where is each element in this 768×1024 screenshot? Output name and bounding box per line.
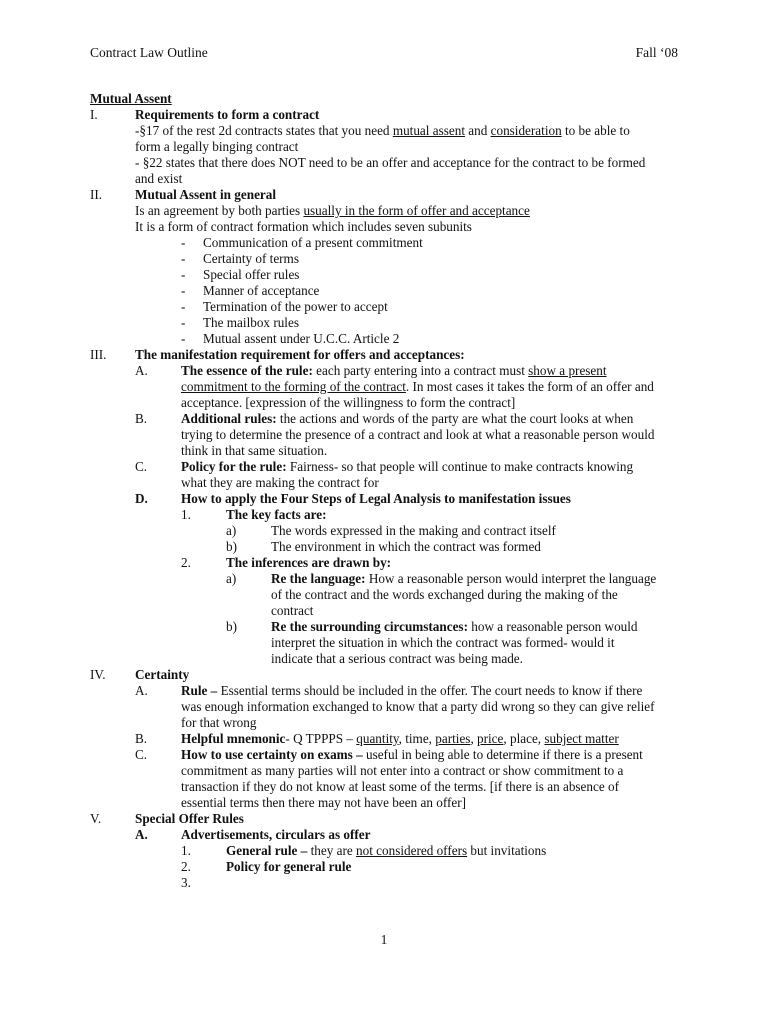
list-item: Manner of acceptance	[203, 283, 320, 298]
outline-letter: A.	[135, 827, 148, 842]
text-line: indicate that a serious contract was being made.	[271, 651, 523, 666]
outline-heading: Special Offer Rules	[135, 811, 244, 826]
outline-heading: The key facts are:	[226, 507, 327, 522]
text-line: transaction if they do not know at least some of the terms. [if there is an absence of	[181, 779, 619, 794]
outline-number: 3.	[181, 875, 191, 890]
outline-number: 2.	[181, 859, 191, 874]
list-dash: -	[181, 331, 186, 346]
text-line: commitment to the forming of the contract. In most cases it takes the form of an offer and	[181, 379, 654, 394]
outline-heading: How to apply the Four Steps of Legal Analysis to manifestation issues	[181, 491, 571, 506]
outline-sub-letter: b)	[226, 619, 237, 634]
header-title: Contract Law Outline	[90, 45, 208, 60]
outline-letter: C.	[135, 747, 148, 762]
text-line: for that wrong	[181, 715, 257, 730]
text-line: Re the language: How a reasonable person would interpret the language	[271, 571, 657, 586]
text-line: The words expressed in the making and contract itself	[271, 523, 556, 538]
text-line: Policy for the rule: Fairness- so that people will continue to make contracts knowing	[181, 459, 634, 474]
text-line: what they are making the contract for	[181, 475, 379, 490]
text-line: The environment in which the contract was formed	[271, 539, 541, 554]
text-line: It is a form of contract formation which includes seven subunits	[135, 219, 472, 234]
list-item: Communication of a present commitment	[203, 235, 423, 250]
section-title: Mutual Assent	[90, 91, 172, 106]
text-line: commitment as many parties will not enter into a contract or show commitment to a	[181, 763, 624, 778]
text-line: The essence of the rule: each party entering into a contract must show a present	[181, 363, 607, 378]
text-line: interpret the situation in which the contract was formed- would it	[271, 635, 615, 650]
list-dash: -	[181, 283, 186, 298]
text-line: - §22 states that there does NOT need to be an offer and acceptance for the contract to be formed	[135, 155, 646, 170]
text-line: and exist	[135, 171, 183, 186]
outline-heading: Requirements to form a contract	[135, 107, 320, 122]
outline-letter: D.	[135, 491, 148, 506]
outline-numeral: I.	[90, 107, 98, 122]
outline-numeral: II.	[90, 187, 103, 202]
text-line: Is an agreement by both parties usually in the form of offer and acceptance	[135, 203, 530, 218]
outline-number: 1.	[181, 843, 191, 858]
text-line: General rule – they are not considered offers but invitations	[226, 843, 547, 858]
outline-heading: Mutual Assent in general	[135, 187, 277, 202]
outline-letter: A.	[135, 683, 148, 698]
text-line: -§17 of the rest 2d contracts states that you need mutual assent and consideration to be able to	[135, 123, 630, 138]
list-dash: -	[181, 315, 186, 330]
outline-heading: Advertisements, circulars as offer	[181, 827, 371, 842]
text-line: think in that same situation.	[181, 443, 328, 458]
text-line: contract	[271, 603, 314, 618]
list-dash: -	[181, 251, 186, 266]
outline-sub-letter: a)	[226, 571, 237, 586]
text-line: Re the surrounding circumstances: how a reasonable person would	[271, 619, 638, 634]
outline-number: 1.	[181, 507, 191, 522]
outline-heading: Certainty	[135, 667, 190, 682]
header-term: Fall ‘08	[635, 45, 678, 60]
text-line: essential terms then there may not have been an offer]	[181, 795, 467, 810]
text-line: Rule – Essential terms should be included in the offer. The court needs to know if there	[181, 683, 643, 698]
list-dash: -	[181, 235, 186, 250]
list-item: The mailbox rules	[203, 315, 299, 330]
outline-letter: B.	[135, 411, 148, 426]
list-item: Special offer rules	[203, 267, 300, 282]
text-line: of the contract and the words exchanged during the making of the	[271, 587, 618, 602]
outline-sub-letter: a)	[226, 523, 237, 538]
list-item: Termination of the power to accept	[203, 299, 388, 314]
page-number: 1	[380, 932, 388, 947]
text-line: form a legally binging contract	[135, 139, 299, 154]
outline-numeral: III.	[90, 347, 107, 362]
outline-letter: C.	[135, 459, 148, 474]
outline-heading: Policy for general rule	[226, 859, 352, 874]
text-line: Additional rules: the actions and words of the party are what the court looks at when	[181, 411, 634, 426]
outline-letter: B.	[135, 731, 148, 746]
outline-letter: A.	[135, 363, 148, 378]
text-line: How to use certainty on exams – useful in being able to determine if there is a present	[181, 747, 643, 762]
outline-numeral: V.	[90, 811, 102, 826]
text-line: acceptance. [expression of the willingness to form the contract]	[181, 395, 516, 410]
list-dash: -	[181, 267, 186, 282]
list-item: Certainty of terms	[203, 251, 299, 266]
text-line: trying to determine the presence of a contract and look at what a reasonable person would	[181, 427, 655, 442]
text-line: Helpful mnemonic- Q TPPPS – quantity, time, parties, price, place, subject matter	[181, 731, 619, 746]
outline-heading: The inferences are drawn by:	[226, 555, 392, 570]
outline-number: 2.	[181, 555, 191, 570]
text-line: was enough information exchanged to know that a party did wrong so they can give relief	[181, 699, 655, 714]
list-item: Mutual assent under U.C.C. Article 2	[203, 331, 400, 346]
outline-numeral: IV.	[90, 667, 106, 682]
outline-sub-letter: b)	[226, 539, 237, 554]
list-dash: -	[181, 299, 186, 314]
outline-heading: The manifestation requirement for offers and acceptances:	[135, 347, 465, 362]
